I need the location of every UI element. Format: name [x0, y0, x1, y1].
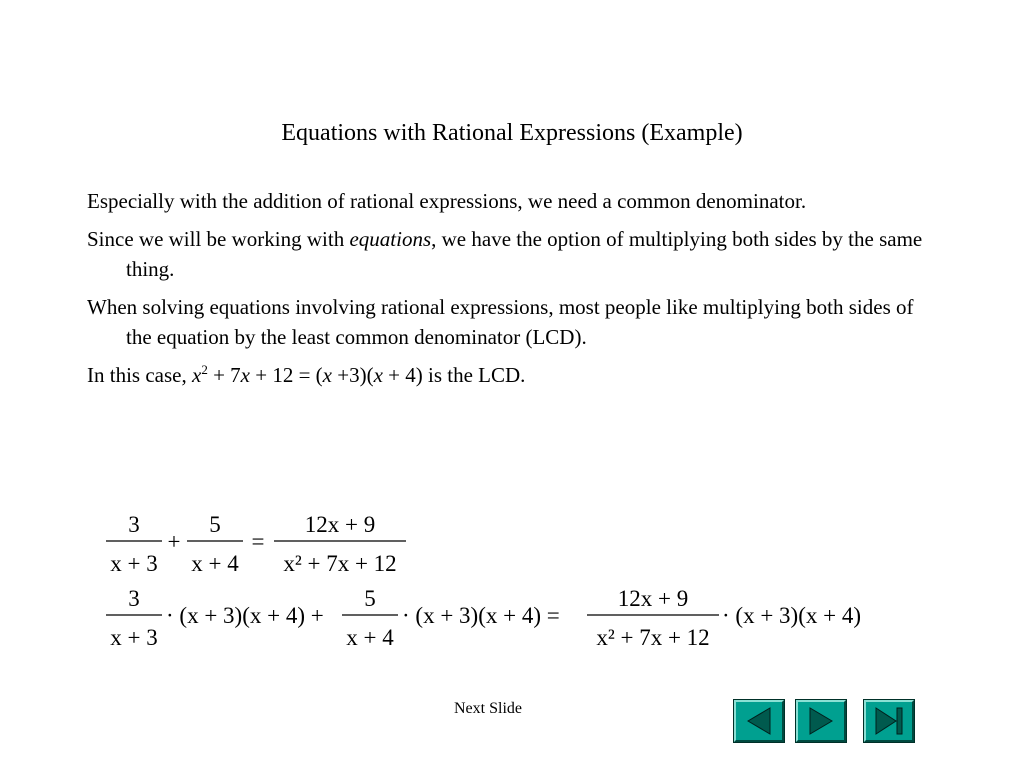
- variable-x: x: [373, 363, 383, 387]
- eq1-numerator-2: 5: [209, 512, 221, 537]
- equation-multiplied-by-lcd: [106, 586, 861, 650]
- text-run: +3)(: [332, 363, 374, 387]
- eq1-numerator-3: 12x + 9: [304, 512, 376, 537]
- variable-x: x: [191, 363, 202, 387]
- next-icon: [798, 702, 844, 740]
- eq2-denominator-1: x + 3: [110, 625, 158, 650]
- equation-original: [106, 512, 406, 576]
- paragraph-lcd-method: When solving equations involving rational expressions, most people like multiplying both sides of the equation by the least common denominator (LCD).: [87, 295, 914, 349]
- eq2-numerator-1: 3: [128, 586, 140, 611]
- eq1-operator-plus: +: [167, 529, 181, 554]
- variable-x: x: [322, 363, 332, 387]
- text-run: Since we will be working with: [87, 227, 350, 251]
- eq1-denominator-2: x + 4: [191, 551, 239, 576]
- emphasis-equations: equations: [349, 227, 432, 251]
- eq1-denominator-1: x + 3: [110, 551, 158, 576]
- slide-title: Equations with Rational Expressions (Example): [281, 120, 743, 146]
- eq2-factor-1: · (x + 3)(x + 4) +: [166, 603, 324, 628]
- previous-icon: [736, 702, 782, 740]
- text-run: + 12 = (: [249, 363, 323, 387]
- last-icon: [866, 702, 912, 740]
- eq2-numerator-3: 12x + 9: [617, 586, 689, 611]
- eq2-numerator-2: 5: [364, 586, 376, 611]
- variable-x: x: [240, 363, 250, 387]
- eq1-numerator-1: 3: [128, 512, 140, 537]
- paragraph-common-denominator: Especially with the addition of rational expressions, we need a common denominator.: [87, 189, 807, 213]
- eq2-factor-3: · (x + 3)(x + 4): [722, 603, 861, 628]
- text-run: In this case,: [87, 363, 192, 387]
- eq2-denominator-3: x² + 7x + 12: [596, 625, 710, 650]
- eq1-denominator-3: x² + 7x + 12: [283, 551, 397, 576]
- next-slide-button[interactable]: [796, 700, 846, 742]
- next-slide-link[interactable]: Next Slide: [454, 700, 522, 717]
- previous-slide-button[interactable]: [734, 700, 784, 742]
- eq1-operator-equals: =: [251, 529, 265, 554]
- eq2-factor-2: · (x + 3)(x + 4) =: [402, 603, 560, 628]
- text-run: + 7: [207, 363, 241, 387]
- text-run: + 4) is the LCD.: [382, 363, 526, 387]
- last-slide-button[interactable]: [864, 700, 914, 742]
- exponent: 2: [201, 362, 208, 377]
- eq2-denominator-2: x + 4: [346, 625, 394, 650]
- text-run: , we have the option of multiplying both sides by the same thing.: [126, 227, 923, 281]
